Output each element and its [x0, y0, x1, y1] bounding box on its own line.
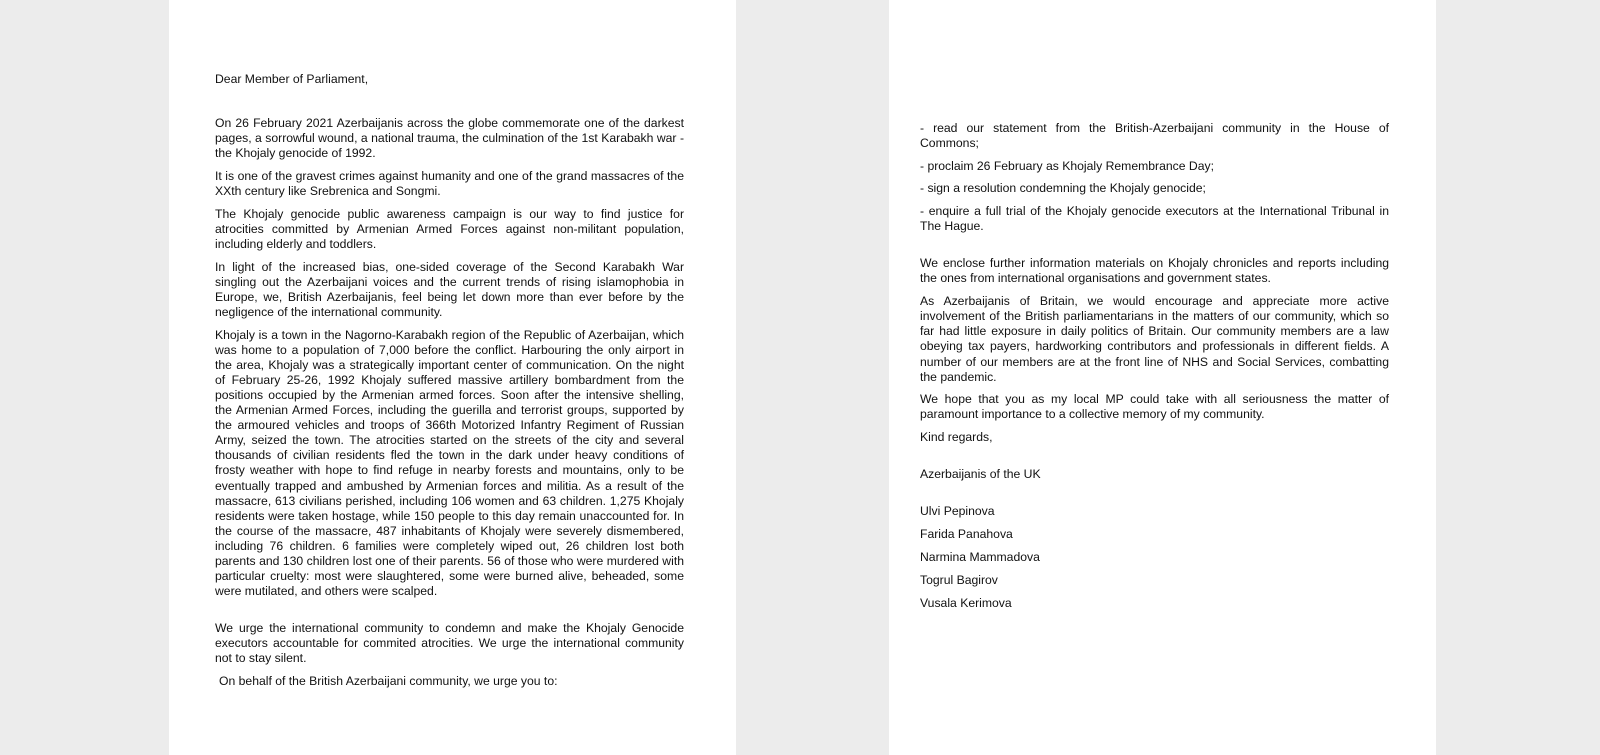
signatory: Vusala Kerimova: [920, 596, 1012, 611]
paragraph-enclosure: We enclose further information materials on Khojaly chronicles and reports including the ones from international organisations and government states.: [920, 256, 1389, 286]
signatory: Narmina Mammadova: [920, 550, 1040, 565]
salutation: Dear Member of Parliament,: [215, 72, 369, 86]
paragraph-on-behalf: On behalf of the British Azerbaijani community, we urge you to:: [219, 674, 558, 689]
page-2-body: [920, 121, 1389, 619]
paragraph-commemoration: On 26 February 2021 Azerbaijanis across the globe commemorate one of the darkest pages, a sorrowful wound, a national trauma, the culmination of the 1st Karabakh war - the Khojaly genocide of 1992.: [215, 116, 684, 161]
signatory: Farida Panahova: [920, 527, 1013, 542]
request-item: - sign a resolution condemning the Khojaly genocide;: [920, 181, 1206, 196]
document-page-2: [889, 0, 1436, 755]
page-1-body: [215, 72, 684, 697]
organisation-name: Azerbaijanis of the UK: [920, 467, 1041, 482]
paragraph-bias: In light of the increased bias, one-sided coverage of the Second Karabakh War singling out the Azerbaijani voices and the current trends of rising islamophobia in Europe, we, British Azerbaijanis, feel being let down more than ever before by the negligence of the international community.: [215, 259, 684, 319]
closing: Kind regards,: [920, 430, 993, 445]
request-item: - proclaim 26 February as Khojaly Remembrance Day;: [920, 158, 1214, 173]
document-page-1: [169, 0, 736, 755]
paragraph-urge-community: We urge the international community to condemn and make the Khojaly Genocide executors accountable for commited atrocities. We urge the international community not to stay silent.: [215, 621, 684, 666]
paragraph-involvement: As Azerbaijanis of Britain, we would encourage and appreciate more active involvement of the British parliamentarians in the matters of our community, which so far had little exposure in daily politics of Britain. Our community members are a law obeying tax payers, hardworking contributors and professionals in different fields. A number of our members are at the front line of NHS and Social Services, combatting the pandemic.: [920, 294, 1389, 384]
request-item: - enquire a full trial of the Khojaly genocide executors at the International Tribunal in The Hague.: [920, 204, 1389, 234]
paragraph-hope: We hope that you as my local MP could take with all seriousness the matter of paramount importance to a collective memory of my community.: [920, 392, 1389, 422]
signatory: Togrul Bagirov: [920, 573, 998, 588]
paragraph-gravest-crimes: It is one of the gravest crimes against humanity and one of the grand massacres of the XXth century like Srebrenica and Songmi.: [215, 168, 684, 199]
request-item: - read our statement from the British-Azerbaijani community in the House of Commons;: [920, 121, 1389, 151]
signatories-list: [920, 504, 1389, 611]
signatory: Ulvi Pepinova: [920, 504, 995, 519]
paragraph-khojaly-history: Khojaly is a town in the Nagorno-Karabakh region of the Republic of Azerbaijan, which was home to a population of 7,000 before the conflict. Harbouring the only airport in the area, Khojaly was a strategically important center of communication. On the night of February 25-26, 1992 Khojaly suffered massive artillery bombardment from the positions occupied by the Armenian armed forces. Soon after the intensive shelling, the Armenian Armed Forces, including the guerilla and terrorist groups, supported by the armoured vehicles and troops of 366th Motorized Infantry Regiment of Russian Army, seized the town. The atrocities started on the streets of the city and several thousands of civilian residents fled the town in the dark under heavy conditions of frosty weather with hope to find refuge in nearby forests and mountains, only to be eventually trapped and ambushed by Armenian forces and militia. As a result of the massacre, 613 civilians perished, including 106 women and 63 children. 1,275 Khojaly residents were taken hostage, while 150 people to this day remain unaccounted for. In the course of the massacre, 487 inhabitants of Khojaly were severely dismembered, including 76 children. 6 families were completely wiped out, 26 children lost both parents and 130 children lost one of their parents. 56 of those who were murdered with particular cruelty: most were slaughtered, some were burned alive, beheaded, some were mutilated, and others were scalped.: [215, 327, 684, 599]
paragraph-awareness-campaign: The Khojaly genocide public awareness campaign is our way to find justice for atrocities committed by Armenian Armed Forces against non-militant population, including elderly and toddlers.: [215, 206, 684, 251]
